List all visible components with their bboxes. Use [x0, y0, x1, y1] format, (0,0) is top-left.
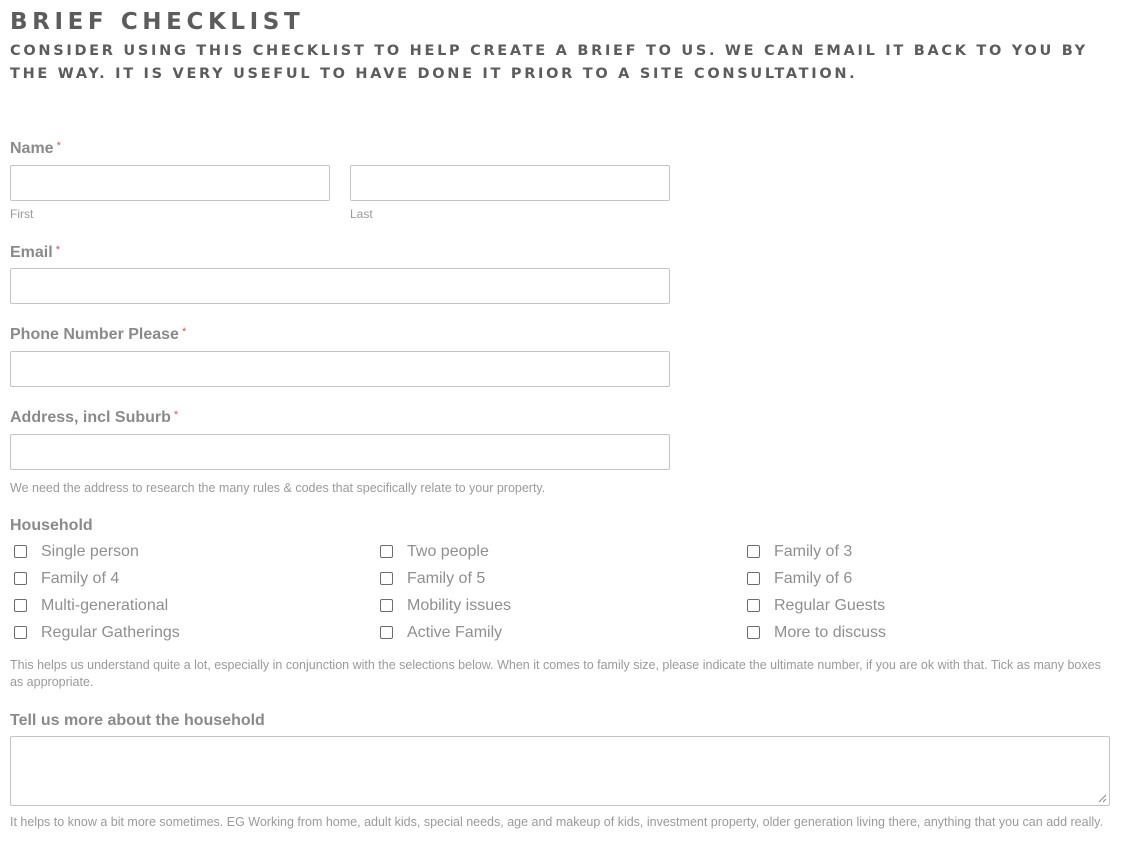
checkbox[interactable] — [747, 599, 760, 612]
required-mark: * — [56, 140, 61, 152]
household-more-textarea[interactable] — [10, 736, 1110, 806]
checkbox[interactable] — [14, 545, 27, 558]
household-more-help: It helps to know a bit more sometimes. EG Working from home, adult kids, special needs, age and makeup of kids, investment property, older generation living there, anything that you can add really. — [10, 815, 1103, 829]
household-option-label: Two people — [407, 543, 489, 560]
checkbox[interactable] — [14, 626, 27, 639]
name-label — [10, 140, 61, 158]
checkbox[interactable] — [747, 626, 760, 639]
household-option[interactable] — [747, 570, 852, 588]
checkbox[interactable] — [747, 545, 760, 558]
household-option-label: More to discuss — [774, 624, 887, 641]
address-help: We need the address to research the many rules & codes that specifically relate to your property. — [10, 481, 546, 495]
household-option-label: Active Family — [407, 624, 503, 641]
household-option[interactable] — [380, 624, 502, 642]
name-label-text: Name — [10, 140, 54, 157]
required-mark: * — [55, 244, 60, 256]
checkbox[interactable] — [380, 626, 393, 639]
checkbox[interactable] — [380, 599, 393, 612]
household-more-label: Tell us more about the household — [10, 712, 265, 729]
household-option-label: Regular Gatherings — [41, 624, 180, 641]
address-label-text: Address, incl Suburb — [10, 409, 171, 426]
required-mark: * — [173, 409, 179, 421]
household-label: Household — [10, 517, 93, 534]
household-option[interactable] — [14, 624, 180, 642]
household-option-label: Family of 5 — [407, 570, 486, 587]
household-option[interactable] — [14, 597, 168, 615]
household-option-label: Family of 3 — [774, 543, 853, 560]
phone-input[interactable] — [10, 351, 670, 387]
household-option-label: Regular Guests — [774, 597, 886, 614]
household-option[interactable] — [380, 570, 485, 588]
first-name-sublabel: First — [10, 207, 34, 221]
address-label — [10, 409, 178, 427]
checkbox[interactable] — [380, 545, 393, 558]
household-option-label: Family of 4 — [41, 570, 120, 587]
household-option-label: Family of 6 — [774, 570, 853, 587]
last-name-input[interactable] — [350, 165, 670, 201]
checkbox[interactable] — [14, 599, 27, 612]
first-name-input[interactable] — [10, 165, 330, 201]
household-option[interactable] — [14, 543, 139, 561]
phone-label — [10, 326, 186, 344]
household-option-label: Mobility issues — [407, 597, 512, 614]
household-option[interactable] — [380, 597, 511, 615]
household-option[interactable] — [747, 624, 886, 642]
household-help: This helps us understand quite a lot, especially in conjunction with the selections below. When it comes to family size, please indicate the ultimate number, if you are ok with that. Tick as many boxes as appropriate. — [10, 658, 1101, 689]
resize-grip-icon[interactable] — [1098, 794, 1107, 803]
household-option[interactable] — [380, 543, 489, 561]
email-input[interactable] — [10, 268, 670, 304]
household-option-label: Single person — [41, 543, 139, 560]
phone-label-text: Phone Number Please — [10, 326, 179, 343]
email-label-text: Email — [10, 244, 53, 261]
household-option[interactable] — [747, 543, 852, 561]
required-mark: * — [181, 326, 187, 338]
last-name-sublabel: Last — [350, 207, 373, 221]
page-title: BRIEF CHECKLIST — [10, 9, 305, 35]
page-subtitle: CONSIDER USING THIS CHECKLIST TO HELP CREATE A BRIEF TO US. WE CAN EMAIL IT BACK TO YOU BY THE WAY. IT IS VERY USEFUL TO HAVE DONE IT PRIOR TO A SITE CONSULTATION. — [10, 43, 1088, 82]
address-input[interactable] — [10, 434, 670, 470]
checkbox[interactable] — [14, 572, 27, 585]
household-option[interactable] — [747, 597, 885, 615]
household-option[interactable] — [14, 570, 119, 588]
email-label — [10, 244, 60, 262]
checkbox[interactable] — [747, 572, 760, 585]
household-option-label: Multi-generational — [41, 597, 169, 614]
checkbox[interactable] — [380, 572, 393, 585]
